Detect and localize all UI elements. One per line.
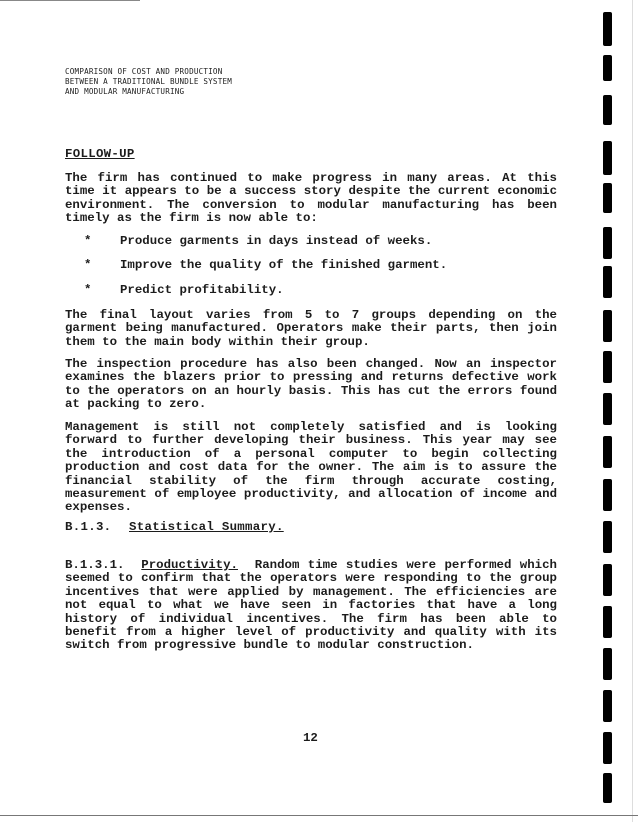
bullet-text: Predict profitability. xyxy=(120,283,284,297)
registration-mark xyxy=(603,55,612,81)
bullet-item xyxy=(84,284,284,297)
bullet-text: Improve the quality of the finished garment. xyxy=(120,258,448,272)
registration-mark xyxy=(603,648,612,680)
registration-mark xyxy=(603,564,612,596)
section-title: FOLLOW-UP xyxy=(65,147,135,161)
registration-mark xyxy=(603,95,612,125)
productivity-text: Random time studies were performed which seemed to confirm that the operators were responding to the group incentives that were applied by management. The efficiencies are not equal to what we have seen in factories that have a long history of individual incentives. The firm has been able to benefit from a higher level of productivity and quality with its switch from progressive bundle to modular construction. xyxy=(65,558,557,653)
inspection-paragraph: The inspection procedure has also been changed. Now an inspector examines the blazers prior to pressing and returns defective work to the operators on an hourly basis. This has cut the errors found at packing to zero. xyxy=(65,357,557,412)
page-number: 12 xyxy=(303,731,318,745)
registration-mark xyxy=(603,266,612,298)
top-scan-rule xyxy=(0,0,140,1)
running-header xyxy=(65,67,232,97)
registration-mark xyxy=(603,521,612,553)
registration-mark xyxy=(603,732,612,764)
registration-mark xyxy=(603,227,612,259)
management-paragraph: Management is still not completely satisfied and is looking forward to further developing their business. This year may see the introduction of a personal computer to begin collecting production and cost data for the owner. The aim is to assure the financial stability of the firm through accurate costing, measurement of employee productivity, and allocation of income and expenses. xyxy=(65,420,557,515)
header-line: COMPARISON OF COST AND PRODUCTION xyxy=(65,67,223,76)
statistical-summary-heading xyxy=(65,520,284,534)
bullet-symbol: * xyxy=(84,234,92,248)
bullet-text: Produce garments in days instead of weeks. xyxy=(120,234,433,248)
subsection-title: Productivity. xyxy=(141,558,238,572)
registration-mark xyxy=(603,310,612,342)
registration-mark xyxy=(603,393,612,425)
bullet-item xyxy=(84,235,432,248)
productivity-paragraph xyxy=(65,559,557,653)
registration-mark xyxy=(603,690,612,722)
section-heading-title: Statistical Summary. xyxy=(129,520,284,534)
header-line: AND MODULAR MANUFACTURING xyxy=(65,87,185,96)
registration-mark xyxy=(603,12,612,46)
subsection-number: B.1.3.1. xyxy=(65,558,125,572)
registration-mark xyxy=(603,351,612,383)
registration-mark xyxy=(603,479,612,511)
bullet-item xyxy=(84,259,447,272)
header-line: BETWEEN A TRADITIONAL BUNDLE SYSTEM xyxy=(65,77,233,86)
registration-mark xyxy=(603,183,612,213)
right-page-edge xyxy=(632,0,633,822)
layout-paragraph: The final layout varies from 5 to 7 groups depending on the garment being manufactured. Operators make their parts, then join them to the main body within their group. xyxy=(65,308,557,349)
intro-paragraph: The firm has continued to make progress in many areas. At this time it appears to be a success story despite the current economic environment. The conversion to modular manufacturing has been timely as the firm is now able to: xyxy=(65,171,557,226)
section-number: B.1.3. xyxy=(65,520,112,534)
registration-mark xyxy=(603,141,612,175)
registration-mark xyxy=(603,773,612,803)
registration-mark xyxy=(603,606,612,638)
registration-mark xyxy=(603,436,612,468)
bullet-symbol: * xyxy=(84,283,92,297)
bottom-scan-rule xyxy=(0,815,638,816)
bullet-symbol: * xyxy=(84,258,92,272)
